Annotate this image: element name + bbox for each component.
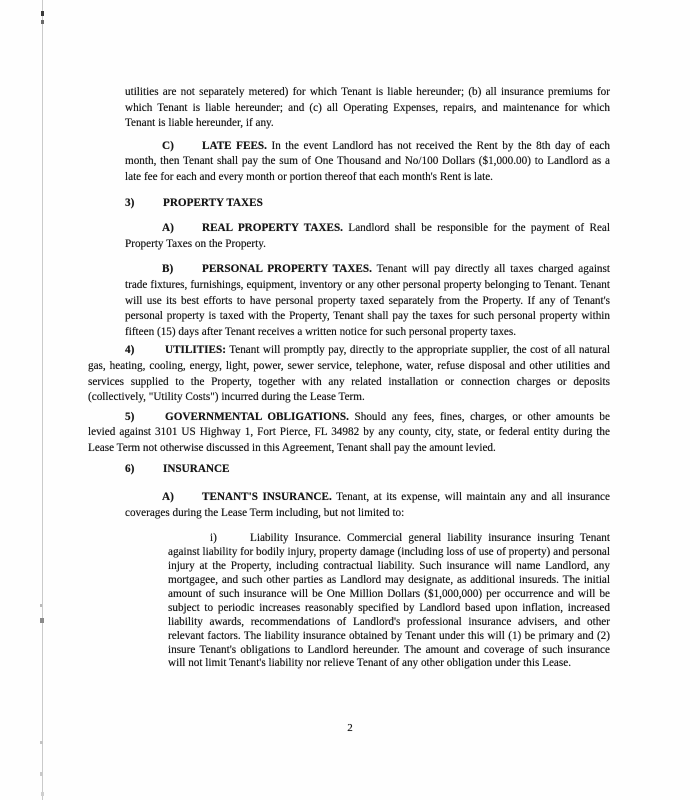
clause-text: Landlord shall be responsible for the payment of Real Property Taxes on the Property. — [125, 222, 610, 250]
section-number: 5) — [125, 410, 135, 423]
paragraph-utilities — [88, 343, 610, 405]
section-number: 3) — [125, 196, 135, 209]
clause-label: A) — [162, 491, 174, 504]
clause-label: C) — [162, 139, 174, 152]
paragraph-continuation — [125, 85, 610, 132]
scan-speck — [40, 741, 43, 744]
subclause-text: Commercial general liability insurance insuring Tenant against liability for bodily injury, property damage (including loss of use of property) and personal injury at the Property, including contractual liability. Such insurance will name Landlord, any mortgagee, and such other parties as Landlord may designate, as additional insureds. The initial amount of such insurance will be One Million Dollars ($1,000,000) per occurrence and will be subject to periodic increases reasonably specified by Landlord based upon inflation, increased liability awards, recommendations of Landlord's professional insurance advisers, and other relevant factors. The liability insurance obtained by Tenant under this will (1) be primary and (2) insure Tenant's obligations to Landlord hereunder. The amount and coverage of such insurance will not limit Tenant's liability nor relieve Tenant of any other obligation under this Lease. — [168, 532, 610, 670]
page-content — [0, 85, 700, 671]
clause-heading: LATE FEES. — [202, 139, 267, 152]
section-heading-insurance — [125, 462, 700, 478]
clause-text: In the event Landlord has not received the Rent by the 8th day of each month, then Tenant shall pay the sum of One Thousand and No/100 Dollars ($1,000.00) to Landlord as a late fee for each and every month or portion thereof that each month's Rent is late. — [125, 139, 610, 183]
clause-text: Tenant will pay directly all taxes charged against trade fixtures, furnishings, equipment, inventory or any other personal property belonging to Tenant. Tenant will use its best efforts to have personal property taxed separately from the Property. If any of Tenant's personal property is taxed with the Property, Tenant shall pay the taxes for such personal property within fifteen (15) days after Tenant receives a written notice for such personal property taxes. — [125, 263, 610, 338]
section-number: 4) — [125, 344, 135, 357]
section-number: 6) — [125, 463, 135, 476]
clause-heading: TENANT'S INSURANCE. — [202, 491, 332, 504]
section-heading-property-taxes — [125, 196, 700, 212]
section-title: PROPERTY TAXES — [163, 196, 263, 209]
paragraph-tenants-insurance — [125, 490, 610, 521]
scan-speck — [40, 772, 43, 776]
clause-heading: REAL PROPERTY TAXES. — [202, 222, 343, 235]
paragraph-liability-insurance — [168, 532, 610, 671]
paragraph-late-fees — [125, 139, 610, 186]
scan-speck — [41, 11, 44, 16]
paragraph-text: utilities are not separately metered) for which Tenant is liable hereunder; (b) all insurance premiums for which Tenant is liable hereunder; and (c) all Operating Expenses, repairs, and maintenance for which Tenant is liable hereunder, if any. — [125, 86, 610, 130]
paragraph-real-property-taxes — [125, 221, 610, 252]
scan-speck — [41, 792, 44, 796]
scan-speck — [41, 20, 44, 24]
subclause-heading: Liability Insurance. — [250, 532, 341, 545]
paragraph-personal-property-taxes — [125, 262, 610, 340]
page-number: 2 — [347, 722, 353, 734]
clause-heading: PERSONAL PROPERTY TAXES. — [202, 263, 372, 276]
section-title: INSURANCE — [163, 463, 230, 476]
clause-heading: UTILITIES: — [165, 344, 226, 357]
clause-text: Tenant will promptly pay, directly to the appropriate supplier, the cost of all natural gas, heating, cooling, energy, light, power, sewer service, telephone, water, refuse disposal and other utilities and services supplied to the Property, together with any related installation or connection charges or deposits (collectively, "Utility Costs") incurred during the Lease Term. — [88, 344, 610, 404]
subclause-label: i) — [210, 532, 217, 545]
clause-heading: GOVERNMENTAL OBLIGATIONS. — [165, 410, 349, 423]
clause-label: B) — [162, 263, 174, 276]
clause-text: Should any fees, fines, charges, or other amounts be levied against 3101 US Highway 1, Fort Pierce, FL 34982 by any county, city, state, or federal entity during the Lease Term not otherwise discussed in this Agreement, Tenant shall pay the amount levied. — [88, 410, 610, 454]
clause-text: Tenant, at its expense, will maintain any and all insurance coverages during the Lease Term including, but not limited to: — [125, 491, 610, 519]
clause-label: A) — [162, 222, 174, 235]
paragraph-governmental-obligations — [88, 410, 610, 457]
